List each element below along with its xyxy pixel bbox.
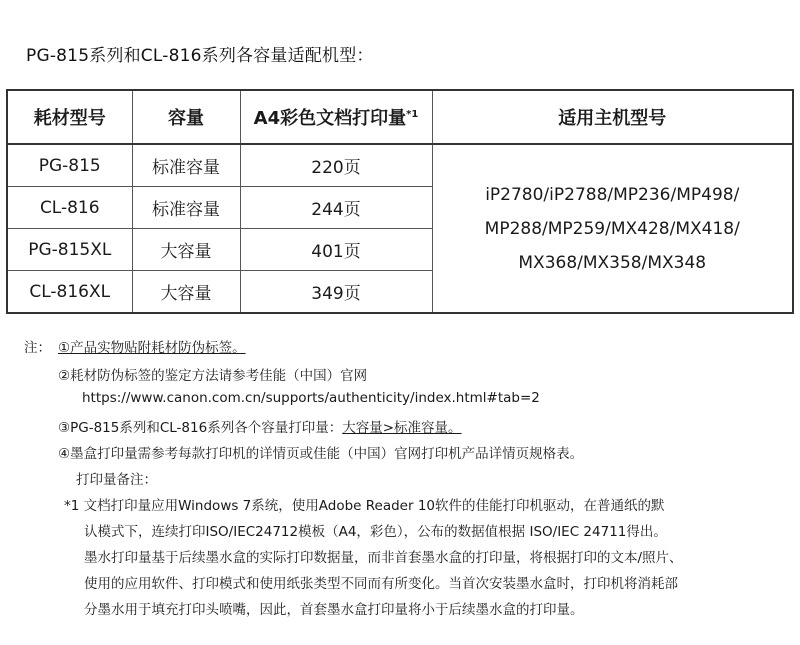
remark-line: 墨水打印量基于后续墨水盒的实际打印数据量，而非首套墨水盒的打印量，将根据打印的文本/照片、 <box>84 550 683 566</box>
remark-line: *1 文档打印量应用Windows 7系统，使用Adobe Reader 10软件的佳能打印机驱动，在普通纸的默 <box>64 498 665 514</box>
page-title: PG-815系列和CL-816系列各容量适配机型： <box>26 46 374 66</box>
note-3-prefix: ③PG-815系列和CL-816系列各个容量打印量： <box>58 420 343 436</box>
cell-capacity: 大容量 <box>132 229 240 271</box>
cell-model: CL-816 <box>7 187 132 229</box>
cell-model: PG-815 <box>7 144 132 187</box>
remark-title: 打印量备注： <box>76 472 157 488</box>
header-model: 耗材型号 <box>7 90 132 144</box>
cell-compatible-models <box>432 144 793 313</box>
header-yield <box>240 90 432 144</box>
cell-yield: 220页 <box>240 144 432 187</box>
cell-capacity: 大容量 <box>132 271 240 314</box>
header-capacity: 容量 <box>132 90 240 144</box>
header-yield-label: A4彩色文档打印量 <box>253 108 407 129</box>
cell-yield: 401页 <box>240 229 432 271</box>
header-footnote-mark: *1 <box>406 109 419 120</box>
compatibility-table <box>6 89 794 314</box>
cell-yield: 349页 <box>240 271 432 314</box>
note-1: ①产品实物贴附耗材防伪标签。 <box>58 340 246 356</box>
table-header-row <box>7 90 793 144</box>
cell-yield: 244页 <box>240 187 432 229</box>
compatible-line: MP288/MP259/MX428/MX418/ <box>484 218 740 239</box>
compatible-line: MX368/MX358/MX348 <box>518 252 707 273</box>
note-2-url[interactable]: https://www.canon.com.cn/supports/authenticity/index.html#tab=2 <box>82 390 540 406</box>
cell-model: CL-816XL <box>7 271 132 314</box>
note-3 <box>58 416 462 436</box>
cell-model: PG-815XL <box>7 229 132 271</box>
cell-capacity: 标准容量 <box>132 144 240 187</box>
note-4: ④墨盒打印量需参考每款打印机的详情页或佳能（中国）官网打印机产品详情页规格表。 <box>58 446 584 462</box>
remark-line: 使用的应用软件、打印模式和使用纸张类型不同而有所变化。当首次安装墨水盒时，打印机将消耗部 <box>84 576 678 592</box>
remark-line: 认模式下，连续打印ISO/IEC24712模板（A4，彩色），公布的数据值根据 ISO/IEC 24711得出。 <box>84 524 667 540</box>
note-3-emphasis: 大容量>标准容量。 <box>342 420 462 436</box>
note-2: ②耗材防伪标签的鉴定方法请参考佳能（中国）官网 <box>58 368 368 384</box>
compatible-line: iP2780/iP2788/MP236/MP498/ <box>485 184 740 205</box>
header-compatible: 适用主机型号 <box>432 90 793 144</box>
remark-line: 分墨水用于填充打印头喷嘴，因此，首套墨水盒打印量将小于后续墨水盒的打印量。 <box>84 602 584 618</box>
table-row <box>7 144 793 187</box>
cell-capacity: 标准容量 <box>132 187 240 229</box>
notes-label: 注： <box>24 340 51 356</box>
